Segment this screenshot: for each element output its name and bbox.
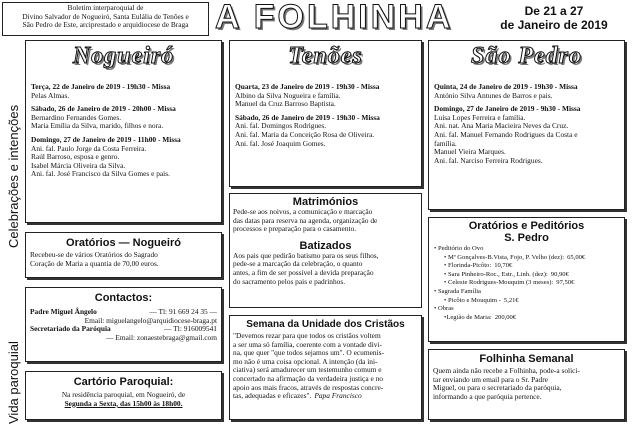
saopedro-section [428, 40, 625, 210]
cartorio-line-1: Na residência paroquial, em Nogueiró, de [61, 390, 186, 399]
date-line-1: De 21 a 27 [524, 4, 584, 18]
peditorio-item [434, 314, 619, 323]
header-boletim-box [2, 2, 209, 36]
semana-text-line: na, que quer "que todos sejamos um". O ecumenis- [233, 348, 384, 358]
nogueiro-intention: Ani. fal. José Francisco da Silva Gomes e pais. [31, 169, 170, 179]
peditorio-label: • Celeste Rodrigues-Mouquim (3 meses): [444, 279, 554, 287]
cartorio-title: Cartório Paroquial: [73, 376, 174, 388]
peditorio-item [434, 305, 619, 314]
nogueiro-intention: Pelas Almas. [31, 90, 70, 100]
batizados-line-4: do sacramento pelos pais e padrinhos. [233, 276, 346, 286]
folhinha-semanal-line-1: Quem ainda não recebe a Folhinha, pode-a solici- [433, 366, 580, 375]
semana-unidade-section [229, 315, 422, 420]
peditorio-item [434, 297, 619, 306]
semana-text-line-end: tas, adequadas e eficazes". [233, 391, 312, 401]
newsletter-title: A FOLHINHA [215, 0, 454, 36]
nogueiro-intention: Raúl Barroso, esposa e genro. [31, 152, 120, 162]
semana-unidade-title: Semana da Unidade dos Cristãos [246, 319, 405, 330]
contactos-title: Contactos: [94, 292, 153, 304]
peditorio-label: • Sagrada Família [434, 287, 481, 295]
matrimonios-line-2: das datas para reserva na agenda, organização de [233, 215, 378, 225]
peditorio-item [434, 271, 619, 280]
semana-text-line: apoio aos mais fracos, através de respostas concre- [233, 382, 384, 392]
secretariado-name: Secretariado da Paróquia [30, 324, 111, 334]
peditorio-amount: 200,00€ [494, 313, 517, 321]
peditorio-amount: 5,21€ [503, 296, 519, 304]
padre-phone[interactable]: — Tl: 91 669 24 35 — [149, 307, 217, 316]
matrimonios-batizados-section [229, 193, 422, 308]
peditorio-label: • Peditório do Ovo [434, 245, 484, 252]
folhinha-semanal-line-4: informando a que paróquia pertence. [433, 391, 542, 401]
boletim-line-1: Boletim interparoquial de [67, 3, 144, 12]
semana-text-line: a ser uma só família, coerente com a vontade divi- [233, 339, 382, 349]
side-label-vida: Vida paroquial [6, 341, 21, 424]
semana-text-line: "Devemos rezar para que todos os cristãos voltem [233, 331, 381, 340]
peditorio-label: • Obras [434, 305, 454, 313]
date-line-2: de Janeiro de 2019 [500, 18, 608, 32]
saopedro-intention: Ani. nat. Ana Maria Macieira Neves da Cruz. [434, 121, 569, 131]
boletim-line-2: Divino Salvador de Nogueiró, Santa Eulália de Tenões e [22, 11, 189, 21]
nogueiro-intention: Ani. fal. Paulo Jorge da Costa Ferreira. [31, 143, 147, 153]
side-label-celebracoes: Celebrações e intenções [6, 104, 21, 248]
cartorio-section [25, 371, 222, 420]
saopedro-mass-heading: Quinta, 24 de Janeiro de 2019 - 19h30 - Missa [434, 82, 578, 91]
peditorio-label: • Florinda-Picôto: [444, 262, 492, 270]
peditorio-item [434, 288, 619, 297]
peditorio-item [434, 254, 619, 263]
secretariado-email[interactable]: — Email: zonaestebraga@gmail.com [106, 332, 217, 342]
batizados-line-1: Aos pais que pedirão batismo para os seus filhos, [233, 250, 379, 260]
semana-text-line: mo não é uma coisa opcional. A intenção (da ini- [233, 356, 378, 366]
tenoes-section [229, 40, 422, 187]
peditorio-item [434, 245, 619, 254]
folhinha-semanal-section [428, 349, 625, 420]
tenoes-intention: Ani. fal. Domingos Rodrigues. [235, 121, 327, 131]
nogueiro-list [26, 83, 221, 179]
peditorio-label: • Mª Gonçalves-B.Vista, Fojo, P. Velho (dez): [444, 253, 565, 261]
tenoes-intention: Ani. fal. Maria da Conceição Rosa de Oliveira. [235, 129, 375, 139]
semana-unidade-text [230, 332, 421, 401]
semana-text-line [233, 392, 418, 401]
saopedro-intention: Manuel Vieira Marques. [434, 147, 506, 157]
cartorio-line-2 [26, 400, 221, 409]
semana-text-line: ciativa) será amadurecer um testemunho comum e [233, 365, 382, 375]
oratorios-saopedro-section [428, 217, 625, 342]
peditorio-item [434, 262, 619, 271]
folhinha-semanal-line-2: tar enviando um email para o Sr. Padre [433, 374, 548, 384]
nogueiro-mass-heading: Sábado, 26 de Janeiro de 2019 - 20h00 - Missa [31, 104, 176, 114]
oratorios-saopedro-title-2: S. Pedro [504, 232, 549, 244]
peditorio-amount: 10,70€ [494, 262, 513, 270]
peditorio-item [434, 279, 619, 288]
tenoes-intention: Ani. fal. José Joaquim Gomes. [235, 138, 326, 148]
peditorio-label: • Sara Pinheiro-Roc., Estr., Linh. (dez): [444, 270, 548, 278]
tenoes-intention: Manuel da Cruz Barroso Baptista. [235, 99, 336, 109]
batizados-title: Batizados [299, 239, 352, 252]
oratorios-saopedro-title-1: Oratórios e Peditórios [468, 220, 585, 232]
padre-email[interactable]: Email: miguelangelo@arquidiocese-braga.pt [84, 315, 217, 325]
tenoes-title: Tenões [288, 43, 363, 69]
oratorios-saopedro-list [429, 245, 624, 322]
peditorio-amount: 97,50€ [556, 279, 575, 287]
oratorios-nogueiro-section [25, 232, 222, 278]
matrimonios-line-3: processos e preparação para o casamento. [233, 224, 357, 234]
nogueiro-intention: Maria Emília da Silva, marido, filhos e nora. [31, 121, 164, 131]
batizados-line-3: antes, a fim de ser possível a devida preparação [233, 267, 374, 277]
secretariado-phone[interactable]: — Tl: 916009541 [164, 324, 217, 334]
matrimonios-title: Matrimónios [292, 196, 359, 208]
tenoes-list [230, 83, 421, 148]
saopedro-intention: António Silva Antunes de Barros e pais. [434, 90, 553, 100]
semana-text-line: concertado na afirmação da verdadeira justiça e no [233, 373, 383, 383]
saopedro-intention: Ani. fal. Manuel Fernando Rodrigues da Costa e [434, 129, 578, 139]
tenoes-intention: Albino da Silva Nogueira e família. [235, 90, 341, 100]
padre-name: Padre Miguel Ângelo [30, 307, 97, 316]
saopedro-list [429, 83, 624, 165]
peditorio-amount: 90,90€ [550, 270, 569, 278]
contactos-section [25, 287, 222, 362]
saopedro-intention: Ani. fal. Narciso Ferreira Rodrigues. [434, 155, 543, 165]
oratorios-nogueiro-line-2: Coração de Maria a quantia de 70,00 euros. [30, 258, 159, 268]
tenoes-mass-heading: Sábado, 26 de Janeiro de 2019 - 19h30 - Missa [235, 112, 380, 122]
folhinha-semanal-line-3: Miguel, ou para o secretariado da paróquia, [433, 383, 562, 393]
nogueiro-title: Nogueiró [72, 43, 175, 69]
oratorios-nogueiro-title: Oratórios — Nogueiró [66, 237, 181, 249]
peditorio-amount: 65,00€ [567, 253, 586, 261]
saopedro-intention: família. [434, 138, 457, 148]
peditorio-label: •Legião de Maria: [444, 313, 492, 321]
saopedro-title: São Pedro [471, 43, 582, 69]
boletim-line-3: São Pedro de Este, arciprestado e arquidiocese de Braga [22, 20, 189, 30]
batizados-line-2: pede-se a marcação da celebração, o quanto [233, 259, 363, 269]
folhinha-semanal-title: Folhinha Semanal [479, 353, 574, 365]
nogueiro-mass-heading: Terça, 22 de Janeiro de 2019 - 19h30 - Missa [31, 82, 171, 91]
nogueiro-intention: Bernardino Fernandes Gomes. [31, 112, 122, 122]
tenoes-mass-heading: Quarta, 23 de Janeiro de 2019 - 19h30 - Missa [235, 82, 380, 91]
nogueiro-section [25, 40, 222, 223]
peditorio-label: • Picôto e Mouquim - [444, 296, 501, 304]
nogueiro-intention: Isabel Márcia Oliveira da Silva. [31, 160, 126, 170]
saopedro-intention: Luísa Lopes Ferreira e família. [434, 112, 526, 122]
saopedro-mass-heading: Domingo, 27 de Janeiro de 2019 - 9h30 - Missa [434, 104, 581, 114]
cartorio-hours: Segunda a Sexta, das 15h00 às 18h00. [64, 398, 183, 408]
matrimonios-line-1: Pede-se aos noivos, a comunicação e marcação [233, 207, 373, 216]
nogueiro-mass-heading: Domingo, 27 de Janeiro de 2019 - 11h00 - Missa [31, 134, 181, 144]
oratorios-nogueiro-line-1: Recebeu-se de vários Oratórios do Sagrado [30, 250, 158, 259]
semana-signature: Papa Francisco [314, 391, 362, 401]
